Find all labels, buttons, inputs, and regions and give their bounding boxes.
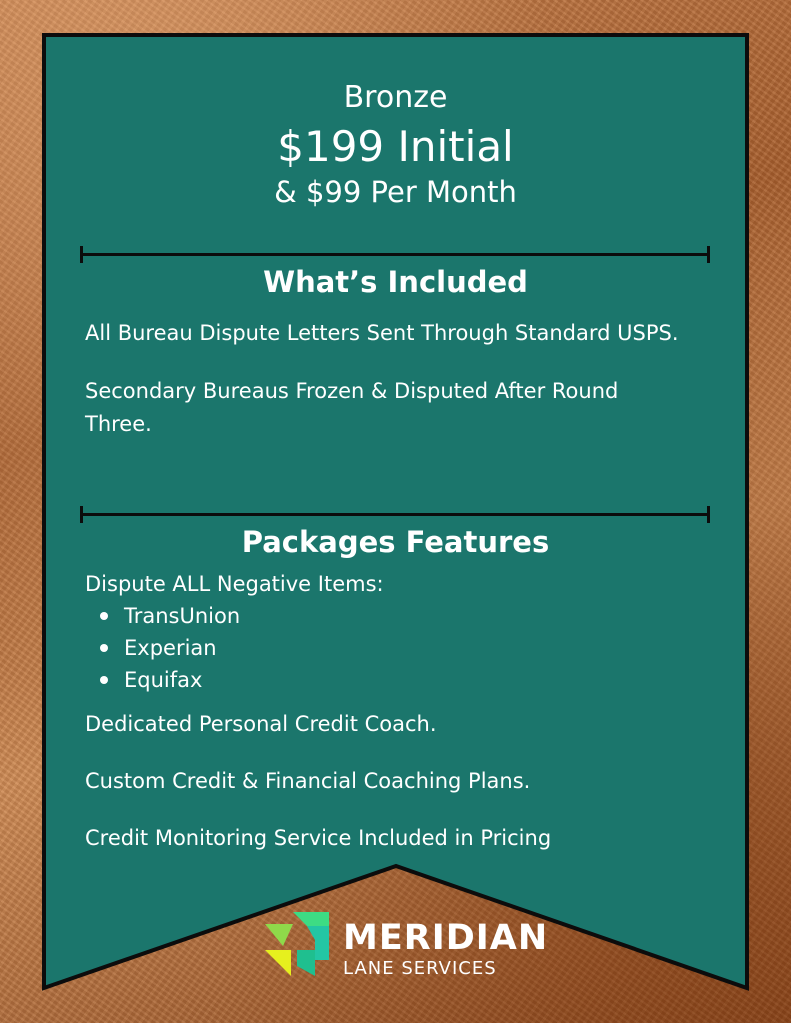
included-item: Secondary Bureaus Frozen & Disputed After Round Three. <box>85 379 619 436</box>
plan-tier-name: Bronze <box>343 80 448 115</box>
bullet-icon <box>100 676 108 684</box>
section-divider <box>80 513 710 516</box>
section-divider <box>80 253 710 256</box>
included-heading: What’s Included <box>263 265 528 299</box>
feature-item: Dedicated Personal Credit Coach. <box>85 712 437 736</box>
features-heading: Packages Features <box>241 525 550 559</box>
list-item: TransUnion <box>100 600 240 632</box>
brand-name: MERIDIAN <box>343 918 549 958</box>
meridian-logo-mark-icon <box>263 910 333 978</box>
bullet-icon <box>100 644 108 652</box>
feature-item: Credit Monitoring Service Included in Pricing <box>85 826 552 850</box>
feature-item: Custom Credit & Financial Coaching Plans. <box>85 769 531 793</box>
bullet-icon <box>100 612 108 620</box>
included-item: All Bureau Dispute Letters Sent Through Standard USPS. <box>85 321 679 345</box>
plan-initial-price: $199 Initial <box>277 122 514 171</box>
brand-subtitle: LANE SERVICES <box>343 958 497 979</box>
list-item: Experian <box>100 632 240 664</box>
bureau-list <box>100 600 240 696</box>
brand-logo <box>263 910 549 980</box>
plan-monthly-price: & $99 Per Month <box>274 175 517 209</box>
dispute-intro: Dispute ALL Negative Items: <box>85 572 384 596</box>
list-item: Equifax <box>100 664 240 696</box>
